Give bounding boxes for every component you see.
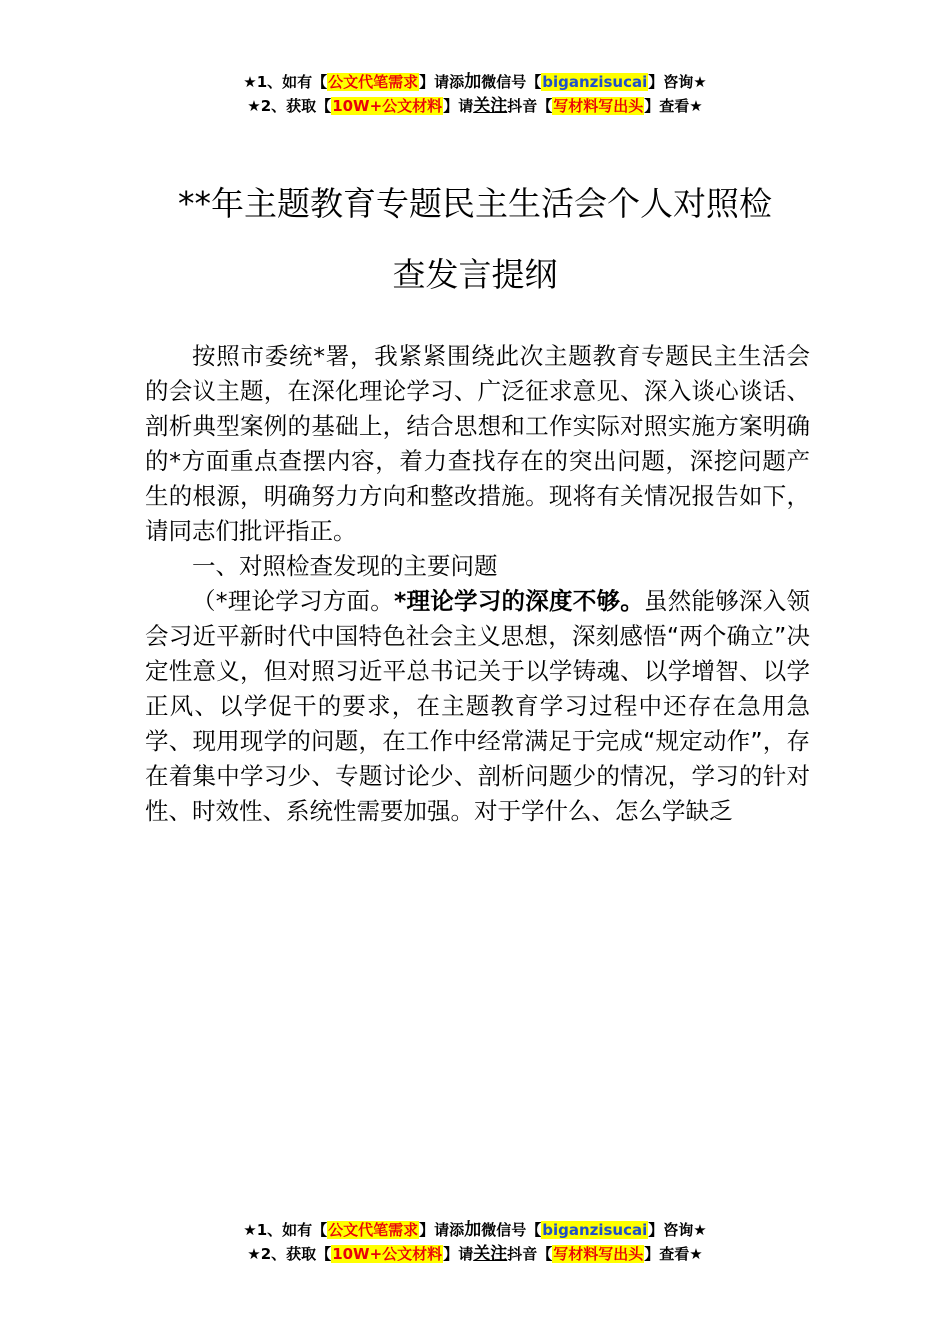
promo-emphasis: 加 <box>464 1220 482 1240</box>
promo-text: ★1、如有【 <box>243 73 328 91</box>
intro-paragraph: 按照市委统*署，我紧紧围绕此次主题教育专题民主生活会的会议主题，在深化理论学习、广泛征求意见、深入谈心谈话、剖析典型案例的基础上，结合思想和工作实际对照实施方案明确的*方面重点查摆内容，着力查找存在的突出问题，深挖问题产生的根源，明确努力方向和整改措施。现将有关情况报告如下，请同志们批评指正。 <box>145 342 810 545</box>
promo-text: 】请 <box>443 97 474 115</box>
promo-text: 抖音【 <box>507 97 553 115</box>
promo-text: ★1、如有【 <box>243 1221 328 1239</box>
promo-wechat-id: biganzisucai <box>542 1221 648 1239</box>
promo-text: 】请 <box>443 1245 474 1263</box>
bottom-promo-banner <box>0 1218 950 1266</box>
document-title-line-2: 查发言提纲 <box>392 255 558 294</box>
promo-highlight: 10W+公文材料 <box>332 1245 443 1263</box>
promo-highlight: 10W+公文材料 <box>332 97 443 115</box>
promo-text: 抖音【 <box>507 1245 553 1263</box>
promo-text: 微信号【 <box>481 73 542 91</box>
promo-text: 】查看★ <box>644 97 703 115</box>
theory-study-paragraph <box>145 584 810 829</box>
paragraph-body: 虽然能够深入领会习近平新时代中国特色社会主义思想，深刻感悟“两个确立”决定性意义，但对照习近平总书记关于以学铸魂、以学增智、以学正风、以学促干的要求，在主题教育学习过程中还存在急用急学、现用现学的问题，在工作中经常满足于完成“规定动作”，存在着集中学习少、专题讨论少、剖析问题少的情况，学习的针对性、时效性、系统性需要加强。对于学什么、怎么学缺乏 <box>145 587 811 825</box>
promo-line-1 <box>0 70 950 94</box>
promo-text: ★2、获取【 <box>247 1245 332 1263</box>
promo-douyin-id: 写材料写出头 <box>553 97 644 115</box>
promo-text: 】咨询★ <box>648 1221 707 1239</box>
paragraph-lead: （*理论学习方面。 <box>192 587 394 615</box>
promo-line-2 <box>0 1242 950 1266</box>
section-heading: 一、对照检查发现的主要问题 <box>192 552 498 580</box>
promo-text: 】请添 <box>419 1221 465 1239</box>
promo-douyin-id: 写材料写出头 <box>553 1245 644 1263</box>
promo-text: 】咨询★ <box>648 73 707 91</box>
promo-emphasis: 加 <box>464 72 482 92</box>
promo-line-2 <box>0 94 950 118</box>
promo-text: 微信号【 <box>481 1221 542 1239</box>
promo-line-1 <box>0 1218 950 1242</box>
promo-highlight: 公文代笔需求 <box>328 73 419 91</box>
document-title-line-1: **年主题教育专题民主生活会个人对照检 <box>178 184 772 223</box>
promo-emphasis: 关注 <box>473 96 508 116</box>
promo-text: 】请添 <box>419 73 465 91</box>
top-promo-banner <box>0 70 950 118</box>
document-body <box>145 339 810 829</box>
promo-text: ★2、获取【 <box>247 97 332 115</box>
promo-wechat-id: biganzisucai <box>542 73 648 91</box>
promo-highlight: 公文代笔需求 <box>328 1221 419 1239</box>
promo-text: 】查看★ <box>644 1245 703 1263</box>
paragraph-bold-heading: *理论学习的深度不够。 <box>393 587 645 615</box>
promo-emphasis: 关注 <box>473 1244 508 1264</box>
